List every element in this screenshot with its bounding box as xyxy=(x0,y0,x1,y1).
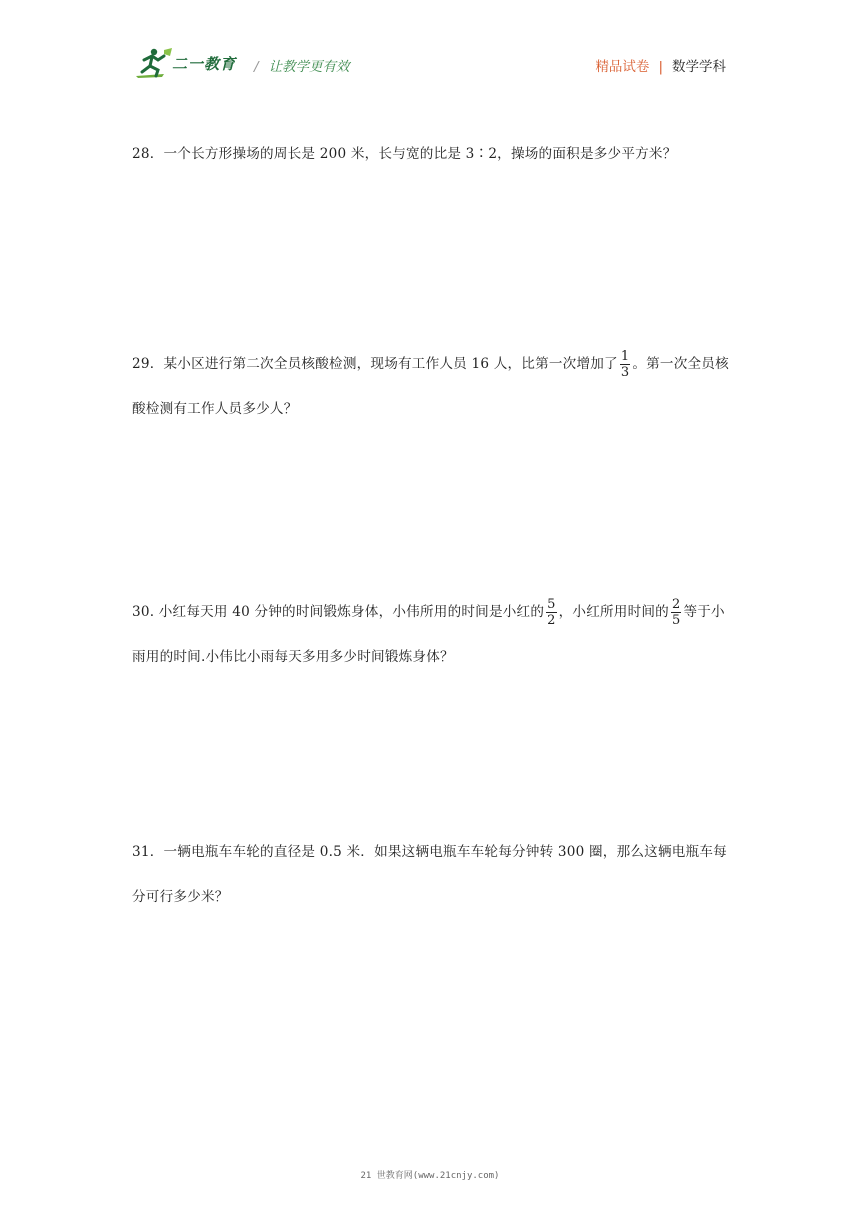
fraction-numerator: 1 xyxy=(620,349,630,364)
question-text: ．某小区进行第二次全员核酸检测，现场有工作人员 16 人，比第一次增加了 xyxy=(149,356,618,372)
fraction-one-third xyxy=(620,349,630,380)
fraction-denominator: 2 xyxy=(547,613,556,628)
logo xyxy=(134,46,244,82)
fraction-denominator: 3 xyxy=(620,365,630,380)
runner-logo-icon xyxy=(134,46,174,80)
question-text: ．一辆电瓶车车轮的直径是 0.5 米．如果这辆电瓶车车轮每分钟转 300 圈，那么这辆电瓶车每分可行多少米？ xyxy=(132,844,727,905)
question-text-end: 等于小雨用的时间.小伟比小雨每天多用多少时间锻炼身体？ xyxy=(132,604,725,665)
question-28 xyxy=(132,132,730,177)
slogan-text: 让教学更有效 xyxy=(268,59,350,75)
question-29 xyxy=(132,342,730,432)
question-number: 31 xyxy=(132,844,150,860)
header-separator: | xyxy=(658,59,663,75)
question-text-cont: 。第一次全员核酸检测有工作人员多少人？ xyxy=(132,356,729,417)
header-right xyxy=(595,55,726,75)
slogan xyxy=(254,55,350,75)
question-text: ．一个长方形操场的周长是 200 米，长与宽的比是 3∶2，操场的面积是多少平方米？ xyxy=(149,146,677,162)
question-text: . 小红每天用 40 分钟的时间锻炼身体，小伟所用的时间是小红的 xyxy=(149,604,545,620)
slogan-slash: / xyxy=(254,59,259,75)
logo-text: 二一教育 xyxy=(172,55,237,73)
question-number: 30 xyxy=(132,604,150,620)
page-header xyxy=(0,0,860,100)
fraction-denominator: 5 xyxy=(671,613,681,628)
page-footer: 21 世教育网(www.21cnjy.com) xyxy=(360,1171,500,1181)
question-number: 29 xyxy=(132,356,150,372)
question-30 xyxy=(132,590,730,680)
fraction-two-fifths xyxy=(671,597,681,628)
question-text-cont: ，小红所用时间的 xyxy=(558,604,669,620)
fraction-numerator: 2 xyxy=(671,597,681,612)
question-31 xyxy=(132,830,730,920)
question-number: 28 xyxy=(132,146,150,162)
fraction-five-halves xyxy=(546,597,556,628)
exam-label: 精品试卷 xyxy=(595,59,650,75)
fraction-numerator: 5 xyxy=(547,597,556,612)
subject-label: 数学学科 xyxy=(672,59,726,75)
